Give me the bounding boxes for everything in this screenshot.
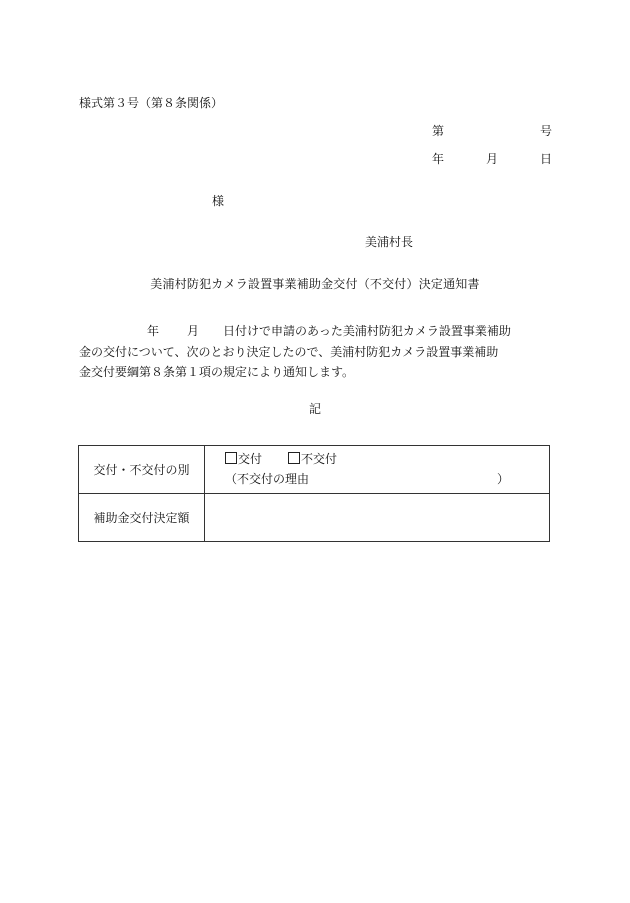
decision-table [78, 445, 550, 542]
grant-checkbox[interactable] [225, 452, 237, 464]
form-number: 様式第３号（第８条関係） [79, 96, 224, 110]
nogrant-label: 不交付 [301, 452, 338, 467]
row-decision-value [205, 446, 550, 494]
addressee-suffix: 様 [212, 194, 225, 208]
body-month: 月 [187, 324, 200, 338]
reason-close-paren: ） [496, 471, 509, 486]
notice-body [79, 321, 559, 383]
table-row-amount [79, 494, 550, 542]
date-day-label: 日 [540, 152, 553, 166]
issuer-name: 美浦村長 [365, 235, 414, 249]
doc-number-suffix: 号 [540, 124, 553, 138]
nogrant-reason [205, 470, 549, 489]
body-line-2: 金の交付について、次のとおり決定したので、美浦村防犯カメラ設置事業補助 [79, 344, 499, 359]
table-row-decision [79, 446, 550, 494]
row-amount-value[interactable] [205, 494, 550, 542]
body-line-1 [79, 321, 559, 342]
decision-options [205, 450, 549, 469]
row-amount-header: 補助金交付決定額 [79, 494, 205, 542]
body-year: 年 [147, 324, 160, 338]
date-month-label: 月 [486, 152, 499, 166]
body-line-3: 金交付要綱第８条第１項の規定により通知します。 [79, 365, 355, 379]
reason-label: （不交付の理由 [225, 471, 310, 486]
nogrant-checkbox[interactable] [288, 452, 300, 464]
row-decision-header: 交付・不交付の別 [79, 446, 205, 494]
document-title: 美浦村防犯カメラ設置事業補助金交付（不交付）決定通知書 [150, 277, 480, 291]
body-line-1-text: 日付けで申請のあった美浦村防犯カメラ設置事業補助 [223, 324, 511, 338]
ki-heading: 記 [308, 402, 321, 416]
doc-number-prefix: 第 [432, 124, 445, 138]
date-year-label: 年 [432, 152, 445, 166]
grant-label: 交付 [238, 452, 263, 467]
